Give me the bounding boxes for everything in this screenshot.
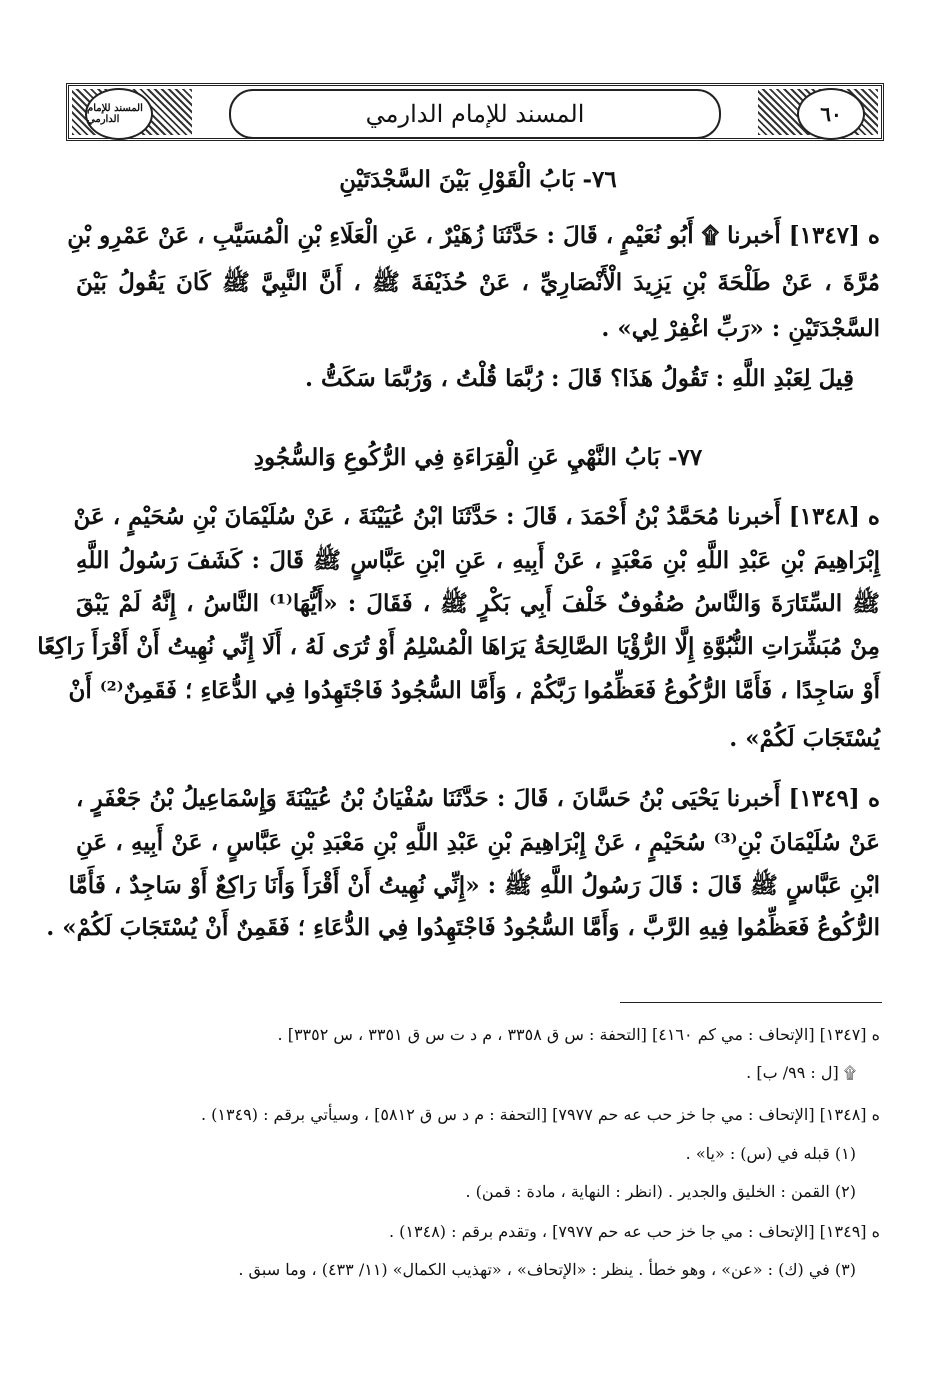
footnote: (٣) في (ك) : «عن» ، وهو خطأ . ينظر : «الإتحاف» ، «تهذيب الكمال» (١١/ ٤٣٣) ، وما سبق .: [238, 1260, 856, 1279]
hadith-1349-line: الرُّكُوعُ فَعَظِّمُوا فِيهِ الرَّبَّ ، وَأَمَّا السُّجُودُ فَاجْتَهِدُوا فِي الدُّعَاءِ ؛ فَقَمِنٌ أَنْ يُسْتَجَابَ لَكُمْ» .: [46, 914, 880, 941]
hadith-1349-line: عَنْ سُلَيْمَانَ بْنِ⁽³⁾ سُحَيْمٍ ، عَنْ إِبْرَاهِيمَ بْنِ عَبْدِ اللَّهِ بْنِ مَعْبَدِ بْنِ عَبَّاسٍ ، عَنْ أَبِيهِ ، عَنِ: [76, 829, 880, 856]
hadith-1347-line: مُرَّةَ ، عَنْ طَلْحَةَ بْنِ يَزِيدَ الْأَنْصَارِيِّ ، عَنْ حُذَيْفَةَ ﷺ ، أَنَّ النَّبِيَّ ﷺ كَانَ يَقُولُ بَيْنَ: [76, 269, 880, 296]
footnote: (٢) القمن : الخليق والجدير . (انظر : النهاية ، مادة : قمن) .: [465, 1182, 856, 1201]
book-title: المسند للإمام الدارمي: [229, 89, 721, 139]
page-number: ٦٠: [797, 88, 865, 140]
chapter-77-title: ٧٧- بَابُ النَّهْيِ عَنِ الْقِرَاءَةِ فِي الرُّكُوعِ وَالسُّجُودِ: [253, 444, 703, 471]
footnote: (١) قبله في (س) : «يا» .: [685, 1144, 856, 1163]
hadith-1349-line: ابْنِ عَبَّاسٍ ﷺ قَالَ : قَالَ رَسُولُ اللَّهِ ﷺ : «إِنِّي نُهِيتُ أَنْ أَقْرَأَ وَأَنَا رَاكِعٌ أَوْ سَاجِدٌ ، فَأَمَّا: [68, 872, 880, 899]
book-seal: المسند للإمام الدارمي: [85, 88, 153, 140]
hadith-1348-line: يُسْتَجَابَ لَكُمْ» .: [729, 725, 880, 752]
hadith-1348-line: ه [١٣٤٨] أَخبرنا مُحَمَّدُ بْنُ أَحْمَدَ ، قَالَ : حَدَّثَنَا ابْنُ عُيَيْنَةَ ، عَنْ سُلَيْمَانَ بْنِ سُحَيْمٍ ، عَنْ: [73, 503, 880, 530]
hadith-1348-line: إِبْرَاهِيمَ بْنِ عَبْدِ اللَّهِ بْنِ مَعْبَدٍ ، عَنْ أَبِيهِ ، عَنِ ابْنِ عَبَّاسٍ ﷺ قَالَ : كَشَفَ رَسُولُ اللَّهِ: [76, 547, 880, 574]
hadith-1347-comment: قِيلَ لِعَبْدِ اللَّهِ : تَقُولُ هَذَا؟ قَالَ : رُبَّمَا قُلْتُ ، وَرُبَّمَا سَكَتُّ .: [305, 365, 854, 392]
footnote: ه [١٣٤٩] [الإتحاف : مي جا خز حب عه حم ٧٩٧٧] ، وتقدم برقم : (١٣٤٨) .: [388, 1222, 880, 1241]
footnote: ه [١٣٤٧] [الإتحاف : مي كم ٤١٦٠] [التحفة : س ق ٣٣٥٨ ، م د ت س ق ٣٣٥١ ، س ٣٣٥٢] .: [277, 1025, 880, 1044]
running-header: [66, 83, 884, 141]
hadith-1348-line: مِنْ مُبَشِّرَاتِ النُّبُوَّةِ إِلَّا الرُّؤْيَا الصَّالِحَةُ يَرَاهَا الْمُسْلِمُ أَوْ تُرَى لَهُ ، أَلَا إِنِّي نُهِيتُ أَنْ أَقْرَأَ رَاكِعًا: [37, 633, 880, 660]
hadith-1347-line: ه [١٣٤٧] أَخبرنا ۩ أَبُو نُعَيْمٍ ، قَالَ : حَدَّثَنَا زُهَيْرٌ ، عَنِ الْعَلَاءِ بْنِ الْمُسَيَّبِ ، عَنْ عَمْرِو بْنِ: [67, 222, 880, 249]
hadith-1348-line: أَوْ سَاجِدًا ، فَأَمَّا الرُّكُوعُ فَعَظِّمُوا رَبَّكُمْ ، وَأَمَّا السُّجُودُ فَاجْتَهِدُوا فِي الدُّعَاءِ ؛ فَقَمِنٌ⁽²⁾ أَنْ: [68, 677, 880, 704]
footnote: ه [١٣٤٨] [الإتحاف : مي جا خز حب عه حم ٧٩٧٧] [التحفة : م د س ق ٥٨١٢] ، وسيأتي برقم : (١٣٤٩) .: [200, 1105, 880, 1124]
footnote: ۩ [ل : ٩٩/ ب] .: [746, 1063, 856, 1082]
hadith-1348-line: ﷺ السِّتَارَةَ وَالنَّاسُ صُفُوفٌ خَلْفَ أَبِي بَكْرٍ ﷺ ، فَقَالَ : «أَيُّهَا⁽¹⁾ النَّاسُ ، إِنَّهُ لَمْ يَبْقَ: [76, 590, 880, 617]
hadith-1349-line: ه [١٣٤٩] أَخبرنا يَحْيَى بْنُ حَسَّانَ ، قَالَ : حَدَّثَنَا سُفْيَانُ بْنُ عُيَيْنَةَ وَإِسْمَاعِيلُ بْنُ جَعْفَرٍ ،: [76, 785, 880, 812]
hadith-1347-line: السَّجْدَتَيْنِ : «رَبِّ اغْفِرْ لِي» .: [601, 315, 880, 342]
chapter-76-title: ٧٦- بَابُ الْقَوْلِ بَيْنَ السَّجْدَتَيْنِ: [339, 166, 617, 193]
footnote-separator: [620, 1002, 882, 1003]
